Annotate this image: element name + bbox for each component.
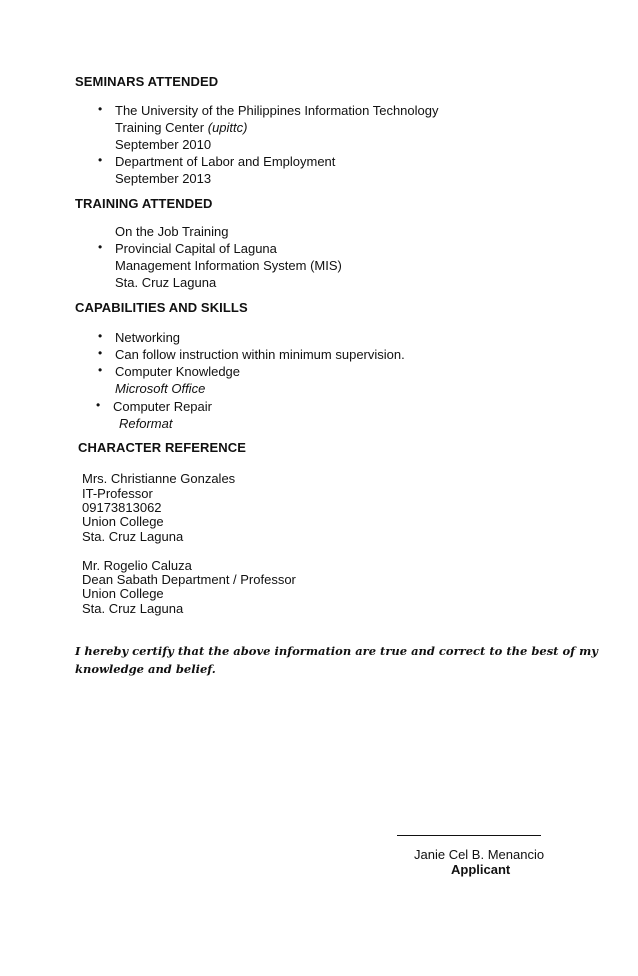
ref2-name: Mr. Rogelio Caluza xyxy=(82,558,192,573)
ref2-location: Sta. Cruz Laguna xyxy=(82,601,184,616)
ref1-title: IT-Professor xyxy=(82,486,153,501)
seminar-1-title: The University of the Philippines Information Technology xyxy=(115,103,439,118)
ref1-location: Sta. Cruz Laguna xyxy=(82,529,184,544)
seminar-1-center-text: Training Center xyxy=(115,120,208,135)
ref1-phone: 09173813062 xyxy=(82,500,162,515)
skill-instruction: Can follow instruction within minimum supervision. xyxy=(115,347,405,362)
skills-heading: CAPABILITIES AND SKILLS xyxy=(75,300,248,315)
bullet-icon: • xyxy=(98,102,103,116)
signature-line xyxy=(397,835,541,836)
bullet-icon: • xyxy=(98,363,103,377)
ref2-title: Dean Sabath Department / Professor xyxy=(82,572,296,587)
seminar-2-title: Department of Labor and Employment xyxy=(115,154,336,169)
bullet-icon: • xyxy=(98,240,103,254)
skill-computer-knowledge-detail: Microsoft Office xyxy=(115,381,206,396)
bullet-icon: • xyxy=(96,398,101,412)
applicant-name: Janie Cel B. Menancio xyxy=(414,847,545,862)
skill-computer-knowledge: Computer Knowledge xyxy=(115,364,241,379)
seminar-2-date: September 2013 xyxy=(115,171,212,186)
training-heading: TRAINING ATTENDED xyxy=(75,196,213,211)
training-location: Sta. Cruz Laguna xyxy=(115,275,217,290)
seminars-heading: SEMINARS ATTENDED xyxy=(75,74,219,89)
training-place: Provincial Capital of Laguna xyxy=(115,241,277,256)
bullet-icon: • xyxy=(98,329,103,343)
bullet-icon: • xyxy=(98,153,103,167)
bullet-icon: • xyxy=(98,346,103,360)
applicant-label: Applicant xyxy=(451,862,511,877)
ref1-name: Mrs. Christianne Gonzales xyxy=(82,471,236,486)
ref2-school: Union College xyxy=(82,586,164,601)
seminar-1-center xyxy=(115,119,247,136)
training-ojt: On the Job Training xyxy=(115,224,229,239)
skill-computer-repair: Computer Repair xyxy=(113,399,212,414)
seminar-1-abbrev: (upittc) xyxy=(207,120,248,135)
certification-line-1: I hereby certify that the above information are true and correct to the best of my xyxy=(75,644,598,658)
training-office: Management Information System (MIS) xyxy=(115,258,342,273)
skill-computer-repair-detail: Reformat xyxy=(119,416,173,431)
references-heading: CHARACTER REFERENCE xyxy=(78,440,247,455)
ref1-school: Union College xyxy=(82,514,164,529)
certification-line-2: knowledge and belief. xyxy=(75,662,216,676)
skill-networking: Networking xyxy=(115,330,181,345)
seminar-1-date: September 2010 xyxy=(115,137,212,152)
